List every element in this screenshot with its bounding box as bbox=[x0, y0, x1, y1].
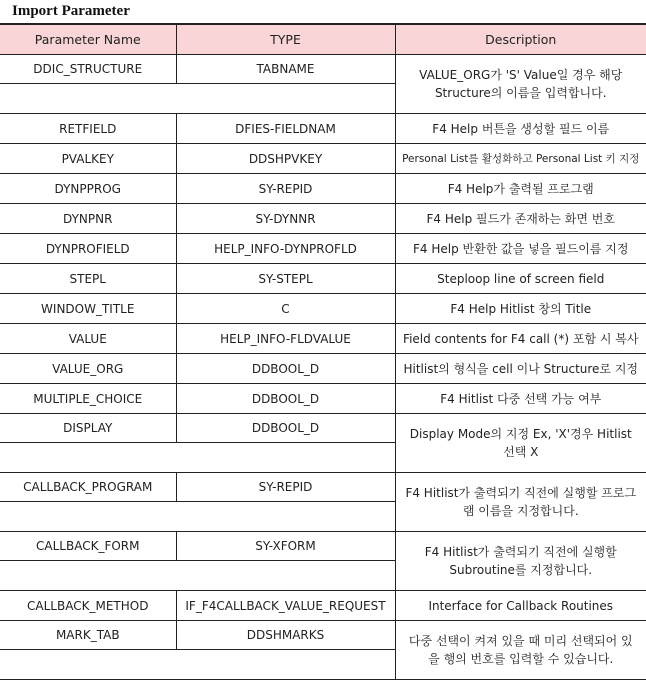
param-description-cell: Hitlist의 형식을 cell 이나 Structure로 지정 bbox=[395, 354, 646, 384]
param-name-cell: MARK_TAB bbox=[55, 628, 120, 642]
table-row bbox=[0, 414, 646, 443]
param-name-cell: DYNPNR bbox=[0, 204, 176, 234]
import-parameter-table bbox=[0, 23, 646, 680]
table-row bbox=[0, 55, 646, 84]
header-parameter-name: Parameter Name bbox=[0, 24, 176, 55]
param-type-cell: SY-DYNNR bbox=[176, 204, 395, 234]
header-type: TYPE bbox=[176, 24, 395, 55]
param-type-cell: DDSHPVKEY bbox=[176, 144, 395, 174]
table-row bbox=[0, 204, 646, 234]
param-name-cell: WINDOW_TITLE bbox=[0, 294, 176, 324]
param-description-cell: F4 Hitlist 다중 선택 가능 여부 bbox=[395, 384, 646, 414]
table-row bbox=[0, 144, 646, 174]
empty-cell bbox=[0, 561, 395, 591]
param-type-cell: DDBOOL_D bbox=[176, 354, 395, 384]
param-type-cell: TABNAME bbox=[176, 55, 395, 84]
table-row bbox=[0, 473, 646, 502]
param-type-cell: SY-REPID bbox=[176, 473, 395, 502]
param-type-cell: HELP_INFO-DYNPROFLD bbox=[176, 234, 395, 264]
table-row bbox=[0, 621, 646, 650]
table-row bbox=[0, 234, 646, 264]
param-description-cell: F4 Hitlist가 출력되기 직전에 실행할 프로그램 이름을 지정합니다. bbox=[395, 473, 646, 532]
param-name-cell: DDIC_STRUCTURE bbox=[33, 62, 143, 76]
param-name-cell: MULTIPLE_CHOICE bbox=[0, 384, 176, 414]
table-row bbox=[0, 384, 646, 414]
param-name-cell: PVALKEY bbox=[0, 144, 176, 174]
param-type-cell: DFIES-FIELDNAM bbox=[176, 114, 395, 144]
param-name-cell: DYNPROFIELD bbox=[0, 234, 176, 264]
param-description-cell: VALUE_ORG가 'S' Value일 경우 해당 Structure의 이름을 입력합니다. bbox=[395, 55, 646, 114]
param-type-cell: IF_F4CALLBACK_VALUE_REQUEST bbox=[176, 591, 395, 621]
param-type-cell: HELP_INFO-FLDVALUE bbox=[176, 324, 395, 354]
param-description-cell: 다중 선택이 켜져 있을 때 미리 선택되어 있을 행의 번호를 입력할 수 있습니다. bbox=[395, 621, 646, 680]
param-name-cell: CALLBACK_METHOD bbox=[0, 591, 176, 621]
param-name-cell: VALUE_ORG bbox=[0, 354, 176, 384]
param-description-cell: Personal List를 활성화하고 Personal List 키 지정 bbox=[395, 144, 646, 174]
param-description-cell: F4 Help 반환한 값을 넣을 필드이름 지정 bbox=[395, 234, 646, 264]
param-description-cell: Steploop line of screen field bbox=[395, 264, 646, 294]
param-type-cell: SY-REPID bbox=[176, 174, 395, 204]
param-description-cell: F4 Help 버튼을 생성할 필드 이름 bbox=[395, 114, 646, 144]
param-description-cell: F4 Help Hitlist 창의 Title bbox=[395, 294, 646, 324]
param-name-cell: RETFIELD bbox=[0, 114, 176, 144]
table-row bbox=[0, 174, 646, 204]
param-name-cell: CALLBACK_FORM bbox=[36, 539, 140, 553]
param-description-cell: Field contents for F4 call (*) 포함 시 복사 bbox=[395, 324, 646, 354]
param-description-cell: F4 Hitlist가 출력되기 직전에 실행할 Subroutine를 지정합니다. bbox=[395, 532, 646, 591]
table-row bbox=[0, 294, 646, 324]
table-row bbox=[0, 264, 646, 294]
empty-cell bbox=[0, 443, 395, 473]
table-row bbox=[0, 324, 646, 354]
param-type-cell: DDBOOL_D bbox=[176, 384, 395, 414]
empty-cell bbox=[0, 650, 395, 680]
table-row bbox=[0, 591, 646, 621]
param-name-cell: STEPL bbox=[0, 264, 176, 294]
param-type-cell: DDSHMARKS bbox=[176, 621, 395, 650]
param-type-cell: SY-STEPL bbox=[176, 264, 395, 294]
table-row bbox=[0, 532, 646, 561]
empty-cell bbox=[0, 502, 395, 532]
empty-cell bbox=[0, 84, 395, 114]
header-description: Description bbox=[395, 24, 646, 55]
header-row bbox=[0, 24, 646, 55]
param-type-cell: SY-XFORM bbox=[176, 532, 395, 561]
param-name-cell: DYNPPROG bbox=[0, 174, 176, 204]
param-type-cell: C bbox=[176, 294, 395, 324]
param-name-cell: VALUE bbox=[0, 324, 176, 354]
param-description-cell: Interface for Callback Routines bbox=[395, 591, 646, 621]
section-title: Import Parameter bbox=[12, 3, 130, 19]
param-description-cell: F4 Help가 출력될 프로그램 bbox=[395, 174, 646, 204]
param-description-cell: F4 Help 필드가 존재하는 화면 번호 bbox=[395, 204, 646, 234]
table-row bbox=[0, 354, 646, 384]
param-description-cell: Display Mode의 지정 Ex, 'X'경우 Hitlist 선택 X bbox=[395, 414, 646, 473]
param-type-cell: DDBOOL_D bbox=[176, 414, 395, 443]
param-name-cell: DISPLAY bbox=[63, 421, 113, 435]
table-row bbox=[0, 114, 646, 144]
param-name-cell: CALLBACK_PROGRAM bbox=[23, 480, 153, 494]
